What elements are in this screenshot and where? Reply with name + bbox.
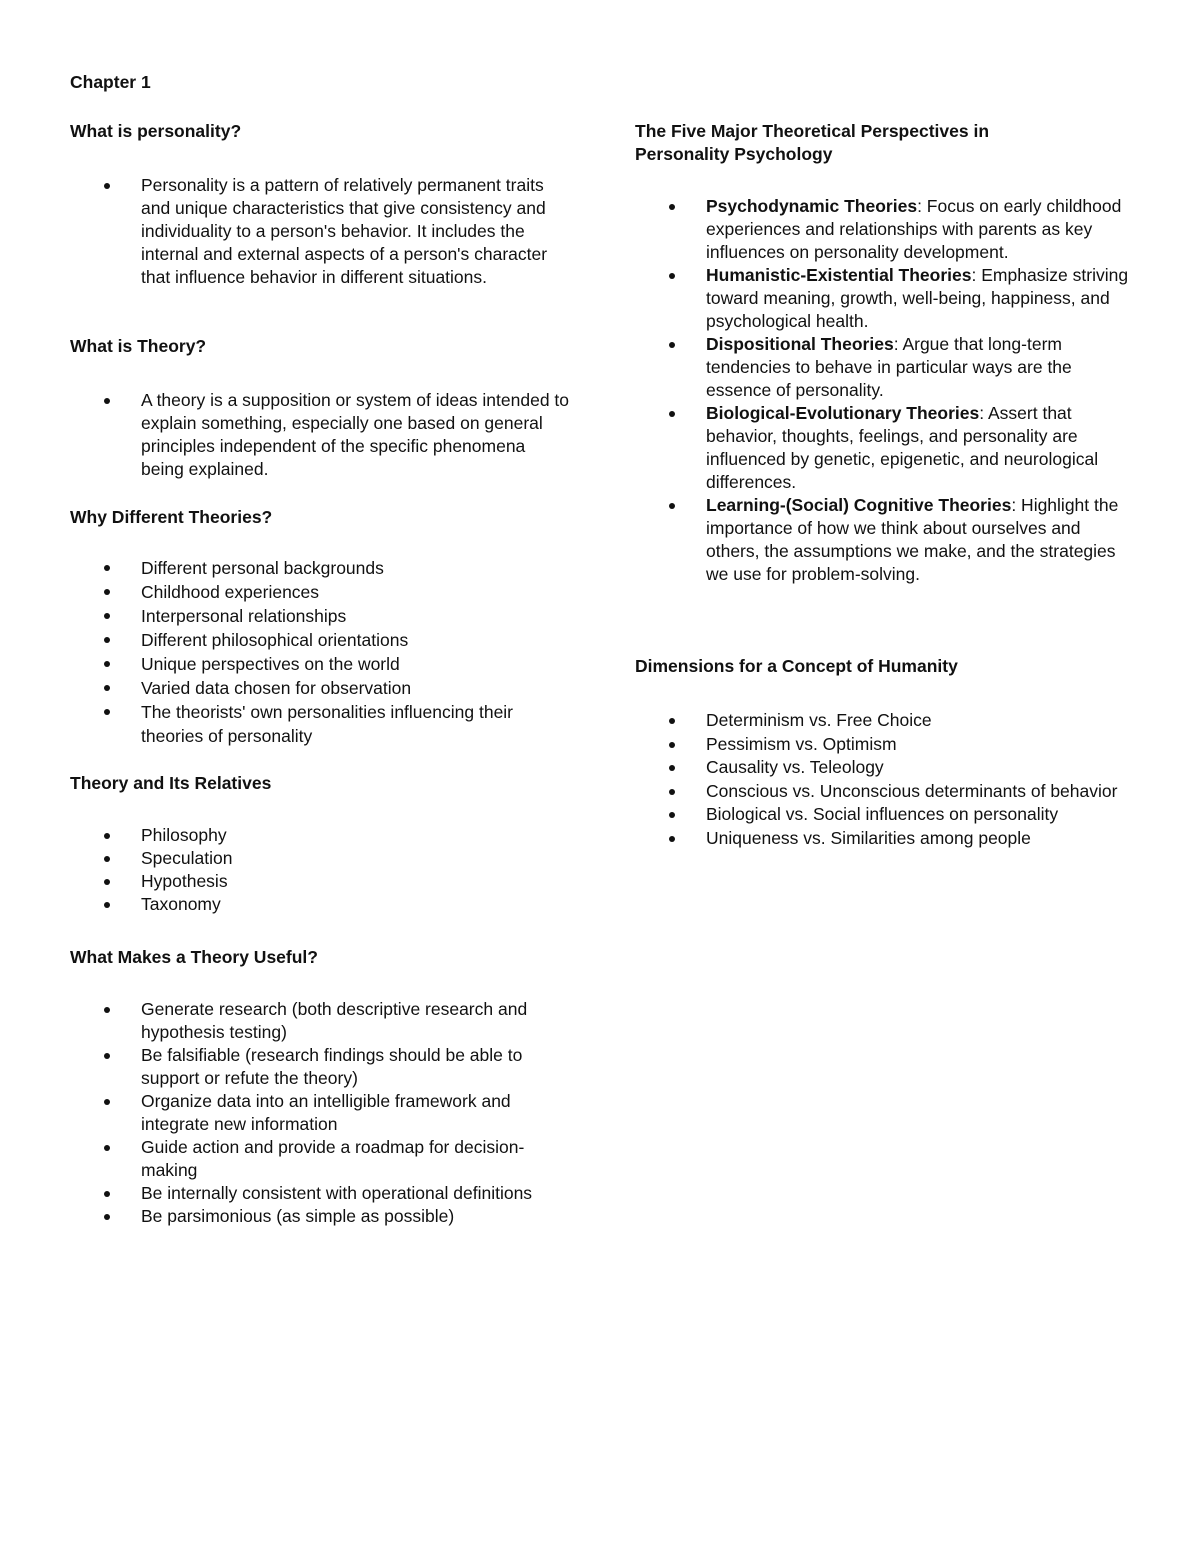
list-item — [635, 709, 1135, 733]
bullet-icon — [669, 204, 675, 210]
list-item — [70, 700, 570, 748]
bullet-icon — [669, 742, 675, 748]
perspective-term: Humanistic-Existential Theories — [706, 265, 972, 285]
bullet-icon — [104, 398, 110, 404]
list-item — [635, 494, 1135, 586]
section-heading: Why Different Theories? — [70, 507, 273, 527]
list-item — [635, 264, 1135, 333]
bullet-list — [70, 998, 570, 1228]
list-item-text: Childhood experiences — [141, 582, 320, 602]
list-item — [70, 847, 570, 870]
list-item — [635, 756, 1135, 780]
list-item-text: Personality is a pattern of relatively permanent traits and unique characteristics that give consistency and individuality to a person's behavior. It includes the internal and external aspects of a person's character that influence behavior in different situations. — [141, 175, 548, 287]
list-item-text: Different personal backgrounds — [141, 558, 384, 578]
bullet-icon — [104, 709, 110, 715]
section-relatives — [70, 772, 570, 916]
list-item — [635, 402, 1135, 494]
list-item-text: Guide action and provide a roadmap for decision-making — [141, 1137, 525, 1180]
list-item — [635, 733, 1135, 757]
list-item-text: Pessimism vs. Optimism — [706, 733, 897, 754]
list-item-text: Conscious vs. Unconscious determinants of behavior — [706, 780, 1118, 801]
section-useful — [70, 946, 570, 1228]
section-heading: Dimensions for a Concept of Humanity — [635, 656, 958, 676]
bullet-icon — [669, 718, 675, 724]
list-item — [635, 803, 1135, 827]
list-item — [70, 1044, 570, 1090]
list-item-text: Generate research (both descriptive research and hypothesis testing) — [141, 999, 528, 1042]
list-item — [635, 827, 1135, 851]
list-item — [70, 580, 570, 604]
list-item — [70, 676, 570, 700]
list-item — [635, 333, 1135, 402]
bullet-icon — [104, 1053, 110, 1059]
section-why-different — [70, 506, 570, 748]
bullet-list — [635, 709, 1135, 850]
list-item — [70, 604, 570, 628]
perspective-description: : Emphasize striving toward meaning, growth, well-being, happiness, and psychological health. — [706, 265, 1129, 331]
bullet-icon — [104, 183, 110, 189]
perspective-term: Learning-(Social) Cognitive Theories — [706, 495, 1012, 515]
list-item — [635, 195, 1135, 264]
section-heading: What is Theory? — [70, 336, 207, 356]
list-item-text: A theory is a supposition or system of ideas intended to explain something, especially one based on general principles independent of the specific phenomena being explained. — [141, 390, 570, 479]
list-item-text: Hypothesis — [141, 871, 228, 891]
bullet-icon — [104, 833, 110, 839]
chapter-title: Chapter 1 — [70, 72, 151, 92]
bullet-icon — [104, 856, 110, 862]
bullet-list — [70, 556, 570, 748]
section-personality — [70, 120, 570, 289]
list-item — [70, 998, 570, 1044]
bullet-list — [70, 389, 570, 481]
bullet-icon — [104, 1007, 110, 1013]
list-item — [70, 1090, 570, 1136]
list-item-text: Determinism vs. Free Choice — [706, 710, 932, 730]
bullet-icon — [669, 342, 675, 348]
list-item — [70, 870, 570, 893]
perspective-description: : Focus on early childhood experiences and relationships with parents as key influences on personality development. — [706, 196, 1122, 262]
list-item — [70, 1182, 570, 1205]
list-item-text: Taxonomy — [141, 894, 221, 914]
bullet-icon — [669, 273, 675, 279]
bullet-icon — [669, 789, 675, 795]
list-item — [70, 174, 570, 289]
list-item-text: Varied data chosen for observation — [141, 678, 412, 698]
list-item — [635, 780, 1135, 804]
bullet-icon — [669, 812, 675, 818]
section-heading: Theory and Its Relatives — [70, 773, 272, 793]
bullet-icon — [104, 685, 110, 691]
bullet-icon — [104, 902, 110, 908]
bullet-icon — [104, 613, 110, 619]
bullet-icon — [104, 637, 110, 643]
list-item — [70, 893, 570, 916]
bullet-icon — [104, 879, 110, 885]
bullet-icon — [104, 565, 110, 571]
section-dimensions — [635, 655, 1135, 850]
section-perspectives — [635, 120, 1135, 586]
list-item — [70, 628, 570, 652]
perspective-term: Dispositional Theories — [706, 334, 894, 354]
list-item — [70, 1205, 570, 1228]
list-item-text: Interpersonal relationships — [141, 606, 347, 626]
bullet-icon — [104, 1145, 110, 1151]
list-item — [70, 389, 570, 481]
list-item-text: Causality vs. Teleology — [706, 757, 884, 777]
perspective-term: Biological-Evolutionary Theories — [706, 403, 980, 423]
bullet-list — [70, 824, 570, 916]
list-item-text: Be falsifiable (research findings should be able to support or refute the theory) — [141, 1045, 523, 1088]
bullet-icon — [669, 411, 675, 417]
perspective-description: : Argue that long-term tendencies to behave in particular ways are the essence of personality. — [706, 334, 1072, 400]
list-item — [70, 824, 570, 847]
bullet-list — [635, 195, 1135, 586]
list-item — [70, 556, 570, 580]
bullet-icon — [669, 765, 675, 771]
section-theory — [70, 335, 570, 481]
list-item-text: Biological vs. Social influences on personality — [706, 804, 1059, 824]
bullet-icon — [104, 1214, 110, 1220]
perspective-term: Psychodynamic Theories — [706, 196, 918, 216]
list-item — [70, 652, 570, 676]
list-item-text: Organize data into an intelligible framework and integrate new information — [141, 1091, 511, 1134]
bullet-icon — [104, 661, 110, 667]
bullet-icon — [104, 589, 110, 595]
bullet-icon — [104, 1099, 110, 1105]
section-heading: The Five Major Theoretical Perspectives in Personality Psychology — [635, 121, 990, 164]
bullet-icon — [669, 503, 675, 509]
section-heading: What is personality? — [70, 121, 242, 141]
bullet-icon — [669, 836, 675, 842]
list-item-text: Unique perspectives on the world — [141, 654, 400, 674]
list-item-text: Different philosophical orientations — [141, 630, 409, 650]
perspective-description: : Highlight the importance of how we think about ourselves and others, the assumptions we make, and the strategies we use for problem-solving. — [706, 495, 1119, 584]
perspective-description: : Assert that behavior, thoughts, feelings, and personality are influenced by genetic, epigenetic, and neurological differences. — [706, 403, 1099, 492]
list-item-text: Uniqueness vs. Similarities among people — [706, 827, 1031, 848]
list-item-text: Philosophy — [141, 825, 227, 845]
list-item-text: Speculation — [141, 848, 233, 868]
list-item-text: The theorists' own personalities influencing their theories of personality — [141, 702, 514, 746]
section-heading: What Makes a Theory Useful? — [70, 947, 318, 967]
list-item-text: Be internally consistent with operational definitions — [141, 1183, 533, 1203]
bullet-icon — [104, 1191, 110, 1197]
list-item-text: Be parsimonious (as simple as possible) — [141, 1206, 455, 1226]
list-item — [70, 1136, 570, 1182]
bullet-list — [70, 174, 570, 289]
